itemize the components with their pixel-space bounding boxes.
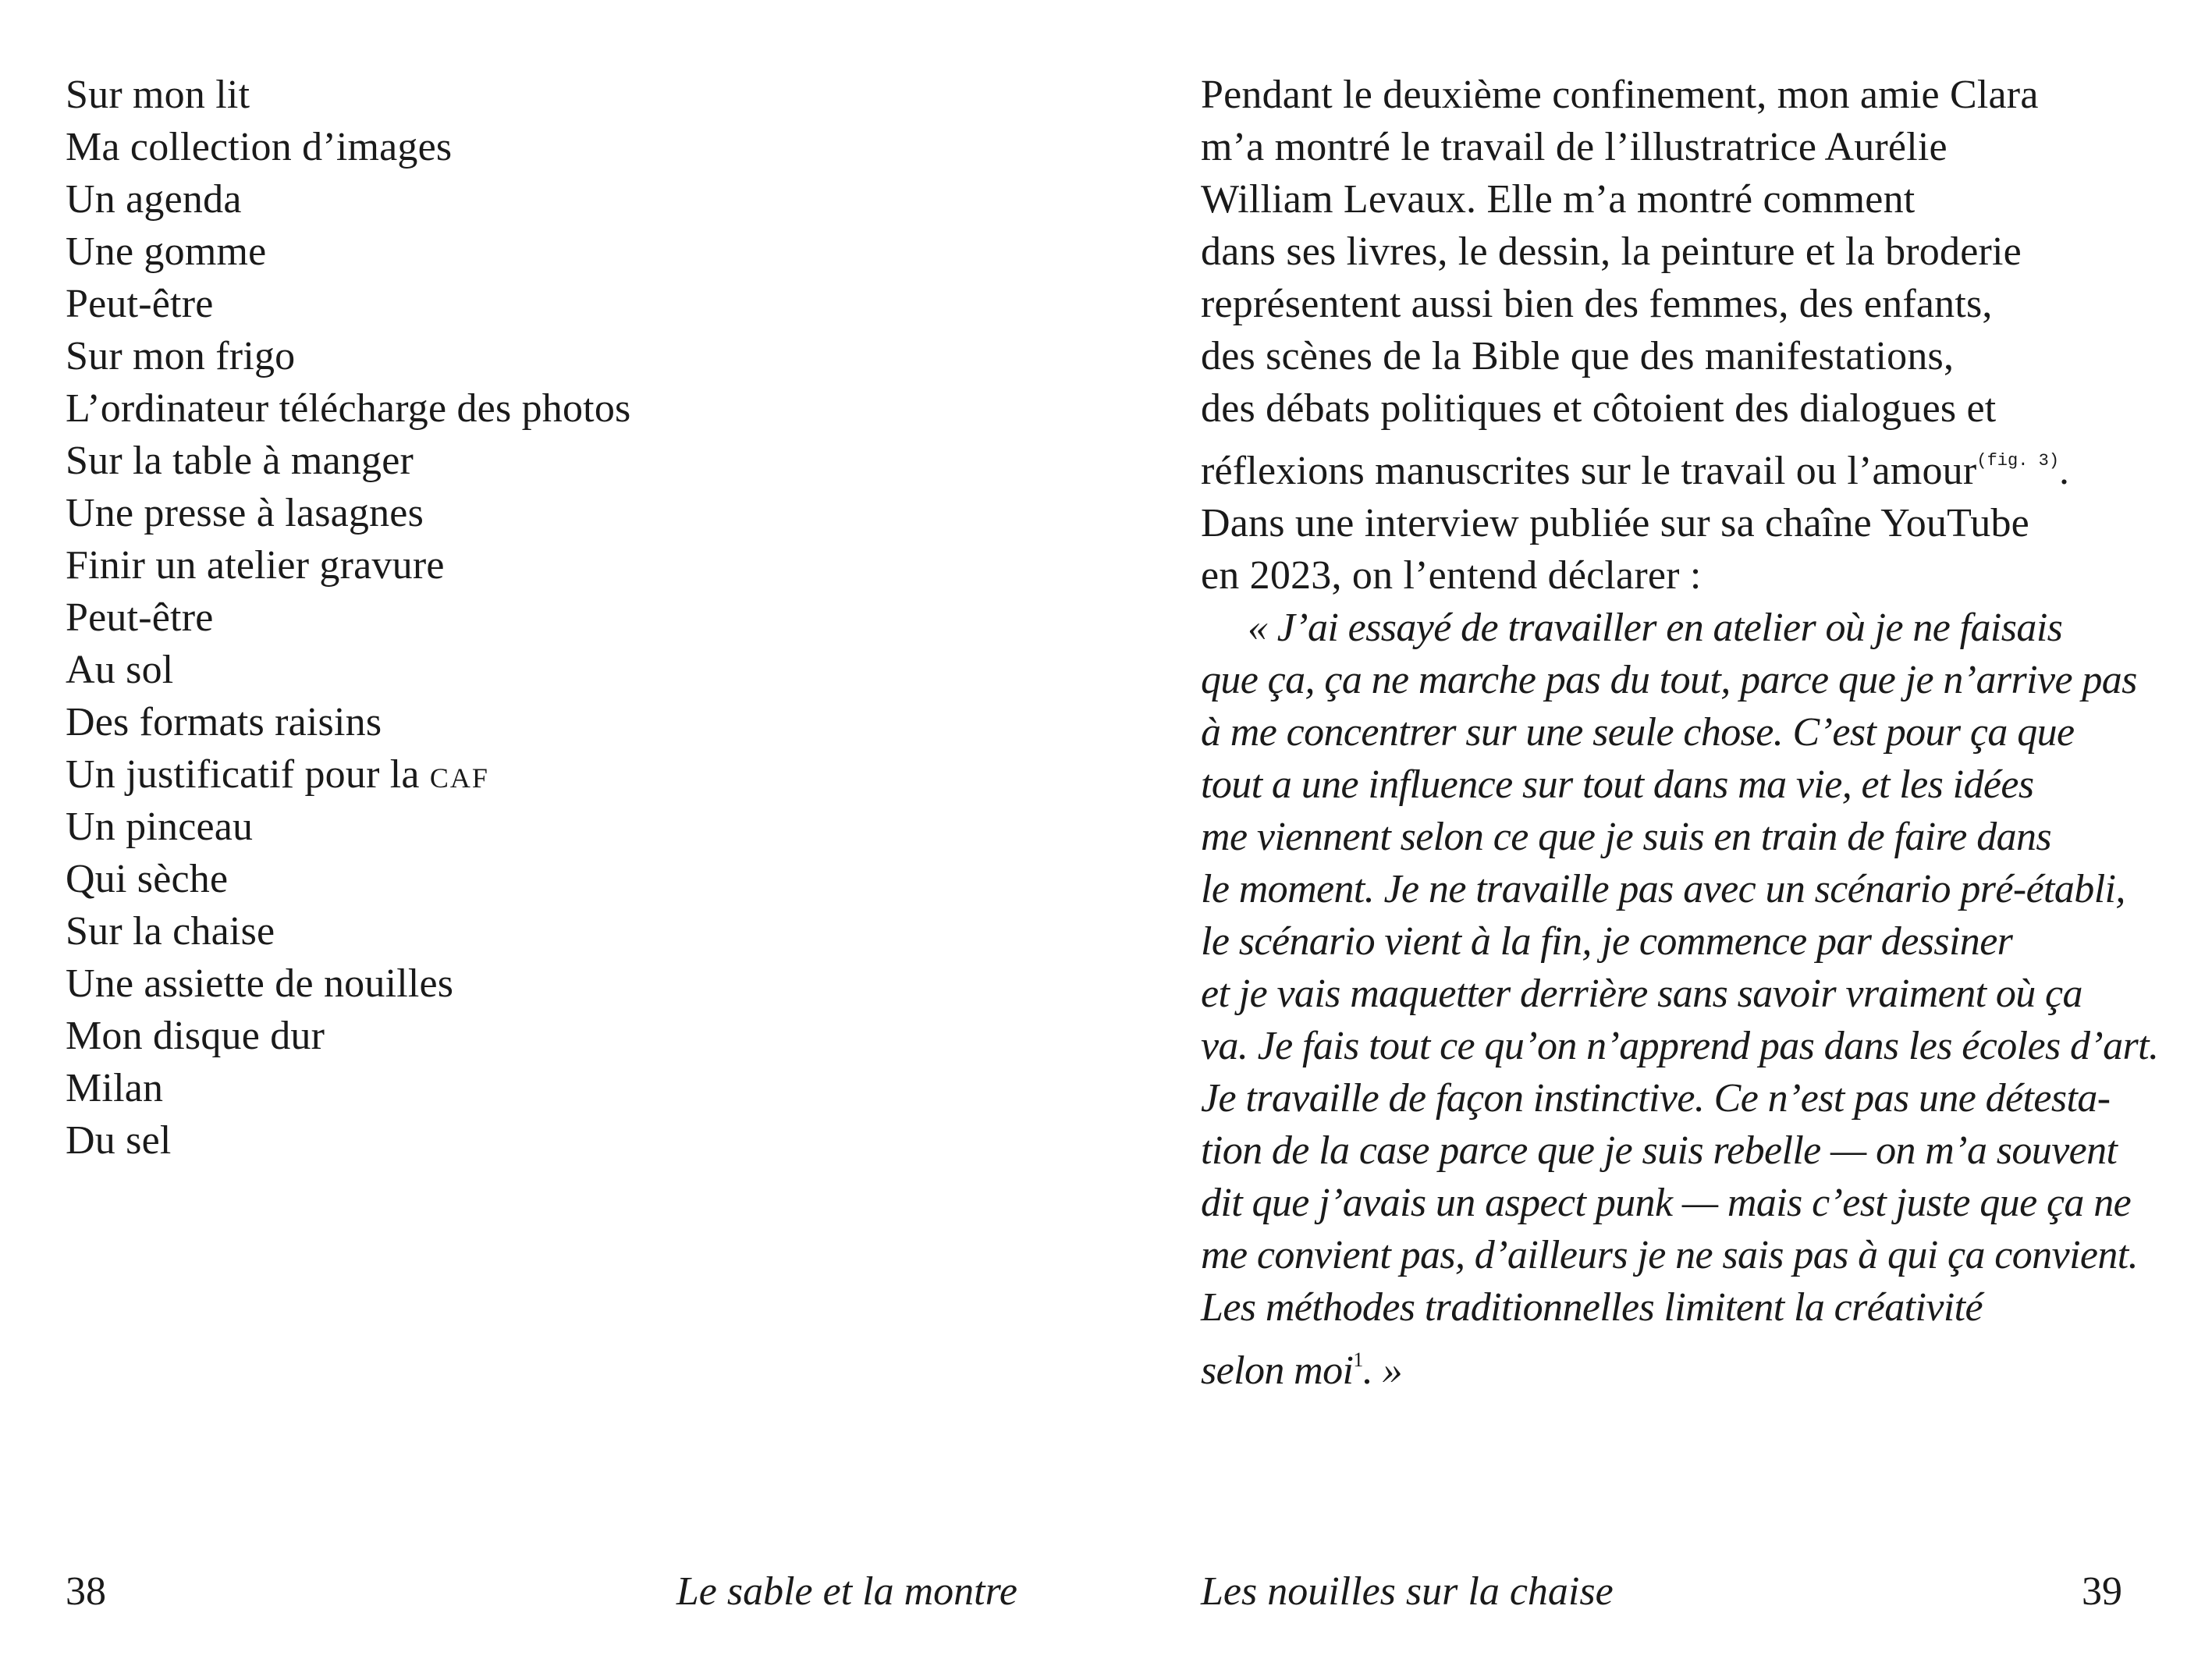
list-item: Des formats raisins <box>66 700 382 744</box>
list-item: L’ordinateur télécharge des photos <box>66 386 631 431</box>
list-item: Milan <box>66 1066 164 1110</box>
quote-line: me convient pas, d’ailleurs je ne sais pas à qui ça convient. <box>1201 1233 2139 1277</box>
quote-line: me viennent selon ce que je suis en train de faire dans <box>1201 815 2052 859</box>
list-item-text: Un justificatif pour la <box>66 752 420 797</box>
quote-line: va. Je fais tout ce qu’on n’apprend pas dans les écoles d’art. <box>1201 1024 2159 1068</box>
quote-line: Les méthodes traditionnelles limitent la créativité <box>1201 1285 1983 1330</box>
list-item: Finir un atelier gravure <box>66 543 445 588</box>
text-line: William Levaux. Elle m’a montré comment <box>1201 177 1916 222</box>
text-line <box>1201 435 2121 497</box>
list-item: Du sel <box>66 1118 172 1163</box>
list-item: Un agenda <box>66 177 242 222</box>
list-item: Au sol <box>66 648 174 692</box>
quote-line <box>1201 1334 2121 1397</box>
running-title: Le sable et la montre <box>676 1569 1017 1614</box>
caf-acronym: caf <box>429 752 489 797</box>
quote-line: que ça, ça ne marche pas du tout, parce que je n’arrive pas <box>1201 658 2137 702</box>
text-line: Dans une interview publiée sur sa chaîne YouTube <box>1201 501 2029 545</box>
paragraph <box>1201 69 2121 602</box>
page-number: 39 <box>2082 1569 2122 1614</box>
text-line: Pendant le deuxième confinement, mon amie Clara <box>1201 73 2039 117</box>
quote-line: tout a une influence sur tout dans ma vie, et les idées <box>1201 762 2034 807</box>
list-item: Qui sèche <box>66 857 229 901</box>
period: . <box>2059 449 2070 493</box>
text-line: en 2023, on l’entend déclarer : <box>1201 553 1702 598</box>
quote-line: dit que j’avais un aspect punk — mais c’est juste que ça ne <box>1201 1181 2132 1225</box>
running-title: Les nouilles sur la chaise <box>1201 1569 1614 1614</box>
text-line: des scènes de la Bible que des manifestations, <box>1201 334 1955 378</box>
quote-end: . » <box>1362 1348 1402 1393</box>
list-item: Une assiette de nouilles <box>66 961 454 1006</box>
list-item: Peut-être <box>66 595 214 640</box>
text-line: représentent aussi bien des femmes, des enfants, <box>1201 282 1993 326</box>
quote-line: tion de la case parce que je suis rebelle — on m’a souvent <box>1201 1128 2118 1173</box>
text-line-content: réflexions manuscrites sur le travail ou l’amour <box>1201 449 1977 493</box>
list-item: Une gomme <box>66 229 267 274</box>
list-item: Sur la chaise <box>66 909 275 954</box>
object-list <box>66 69 630 1167</box>
body-text <box>1201 69 2159 1397</box>
quote-line: le scénario vient à la fin, je commence par dessiner <box>1201 919 2013 964</box>
quote-line: « J’ai essayé de travailler en atelier où je ne faisais <box>1248 606 2063 650</box>
list-item <box>66 748 630 801</box>
list-item: Ma collection d’images <box>66 125 453 169</box>
quote-line: à me concentrer sur une seule chose. C’est pour ça que <box>1201 710 2075 755</box>
list-item: Un pinceau <box>66 805 254 849</box>
list-item: Une presse à lasagnes <box>66 491 424 535</box>
text-line: dans ses livres, le dessin, la peinture et la broderie <box>1201 229 2022 274</box>
page-number: 38 <box>66 1569 106 1614</box>
quote-line: le moment. Je ne travaille pas avec un scénario pré-établi, <box>1201 867 2125 911</box>
text-line: des débats politiques et côtoient des dialogues et <box>1201 386 1997 431</box>
text-line: m’a montré le travail de l’illustratrice Aurélie <box>1201 125 1947 169</box>
footnote-marker: 1 <box>1353 1348 1363 1371</box>
quote-line-content: selon moi <box>1201 1348 1354 1393</box>
quote-line: et je vais maquetter derrière sans savoir vraiment où ça <box>1201 972 2082 1016</box>
quotation <box>1201 602 2159 1397</box>
figure-reference: (fig. 3) <box>1976 451 2060 471</box>
list-item: Sur mon frigo <box>66 334 296 378</box>
list-item: Peut-être <box>66 282 214 326</box>
list-item: Sur la table à manger <box>66 439 414 483</box>
list-item: Sur mon lit <box>66 73 250 117</box>
list-item: Mon disque dur <box>66 1014 325 1058</box>
quote-line: Je travaille de façon instinctive. Ce n’est pas une détesta- <box>1201 1076 2111 1121</box>
right-page <box>1106 0 2212 1659</box>
